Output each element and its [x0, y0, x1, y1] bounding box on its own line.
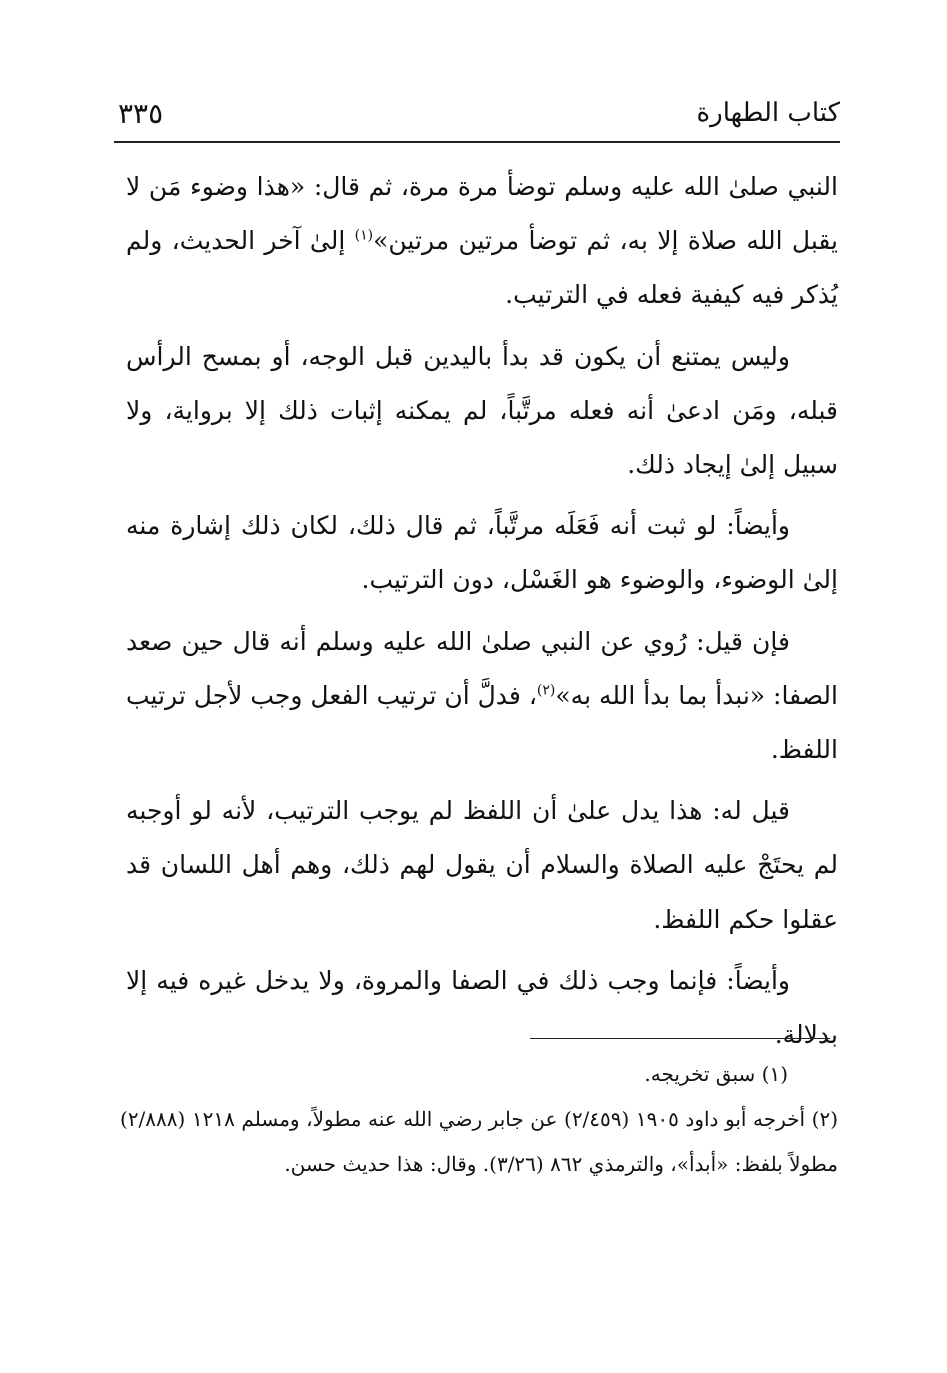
page-number: ٣٣٥	[118, 96, 164, 130]
chapter-title: كتاب الطهارة	[696, 98, 840, 128]
paragraph-text: فإن قيل: رُوي عن النبي صلىٰ الله عليه وسلم أنه قال حين صعد الصفا: «نبدأ بما بدأ الله به»	[126, 626, 838, 710]
paragraph	[126, 615, 838, 778]
footnote: (١) سبق تخريجه.	[644, 1062, 788, 1086]
footnote-marker: (٢)	[536, 682, 556, 699]
paragraph-text: إلىٰ آخر الحديث، ولم يُذكر فيه كيفية فعله في الترتيب.	[126, 226, 838, 310]
paragraph	[126, 330, 838, 493]
paragraph-text: ، فدلَّ أن ترتيب الفعل وجب لأجل ترتيب اللفظ.	[126, 680, 838, 765]
paragraph-text: قيل له: هذا يدل علىٰ أن اللفظ لم يوجب الترتيب، لأنه لو أوجبه لم يحتَجْ عليه الصلاة والسلام أن يقول لهم ذلك، وهم أهل اللسان قد عقلوا حكم اللفظ.	[126, 796, 838, 934]
paragraph	[126, 784, 838, 947]
paragraph	[126, 499, 838, 607]
footnote: (٢) أخرجه أبو داود ١٩٠٥ (٢/٤٥٩) عن جابر رضي الله عنه مطولاً، ومسلم ١٢١٨ (٢/٨٨٨) مطولاً بلفظ: «أبدأ»، والترمذي ٨٦٢ (٣/٢٦). وقال: هذا حديث حسن.	[120, 1107, 838, 1176]
header-divider	[114, 141, 840, 143]
footnote-divider	[530, 1038, 830, 1039]
paragraph-text: وليس يمتنع أن يكون قد بدأ باليدين قبل الوجه، أو بمسح الرأس قبله، ومَن ادعىٰ أنه فعله مرتَّباً، لم يمكنه إثبات ذلك إلا برواية، ولا سبيل إلىٰ إيجاد ذلك.	[126, 341, 838, 480]
paragraph-text: النبي صلىٰ الله عليه وسلم توضأ مرة مرة، ثم قال: «هذا وضوء مَن لا يقبل الله صلاة إلا به، ثم توضأ مرتين مرتين»	[126, 172, 838, 256]
page-header	[118, 88, 840, 138]
paragraph-text: وأيضاً: فإنما وجب ذلك في الصفا والمروة، ولا يدخل غيره فيه إلا بدلالة.	[126, 965, 838, 1050]
paragraph-text: وأيضاً: لو ثبت أنه فَعَلَه مرتَّباً، ثم قال ذلك، لكان ذلك إشارة منه إلىٰ الوضوء، والوضوء هو الغَسْل، دون الترتيب.	[126, 511, 838, 595]
footnotes	[120, 1052, 838, 1187]
paragraph	[126, 160, 838, 323]
footnote-marker: (١)	[354, 227, 374, 244]
paragraph	[126, 954, 838, 1062]
main-text	[126, 160, 838, 1069]
